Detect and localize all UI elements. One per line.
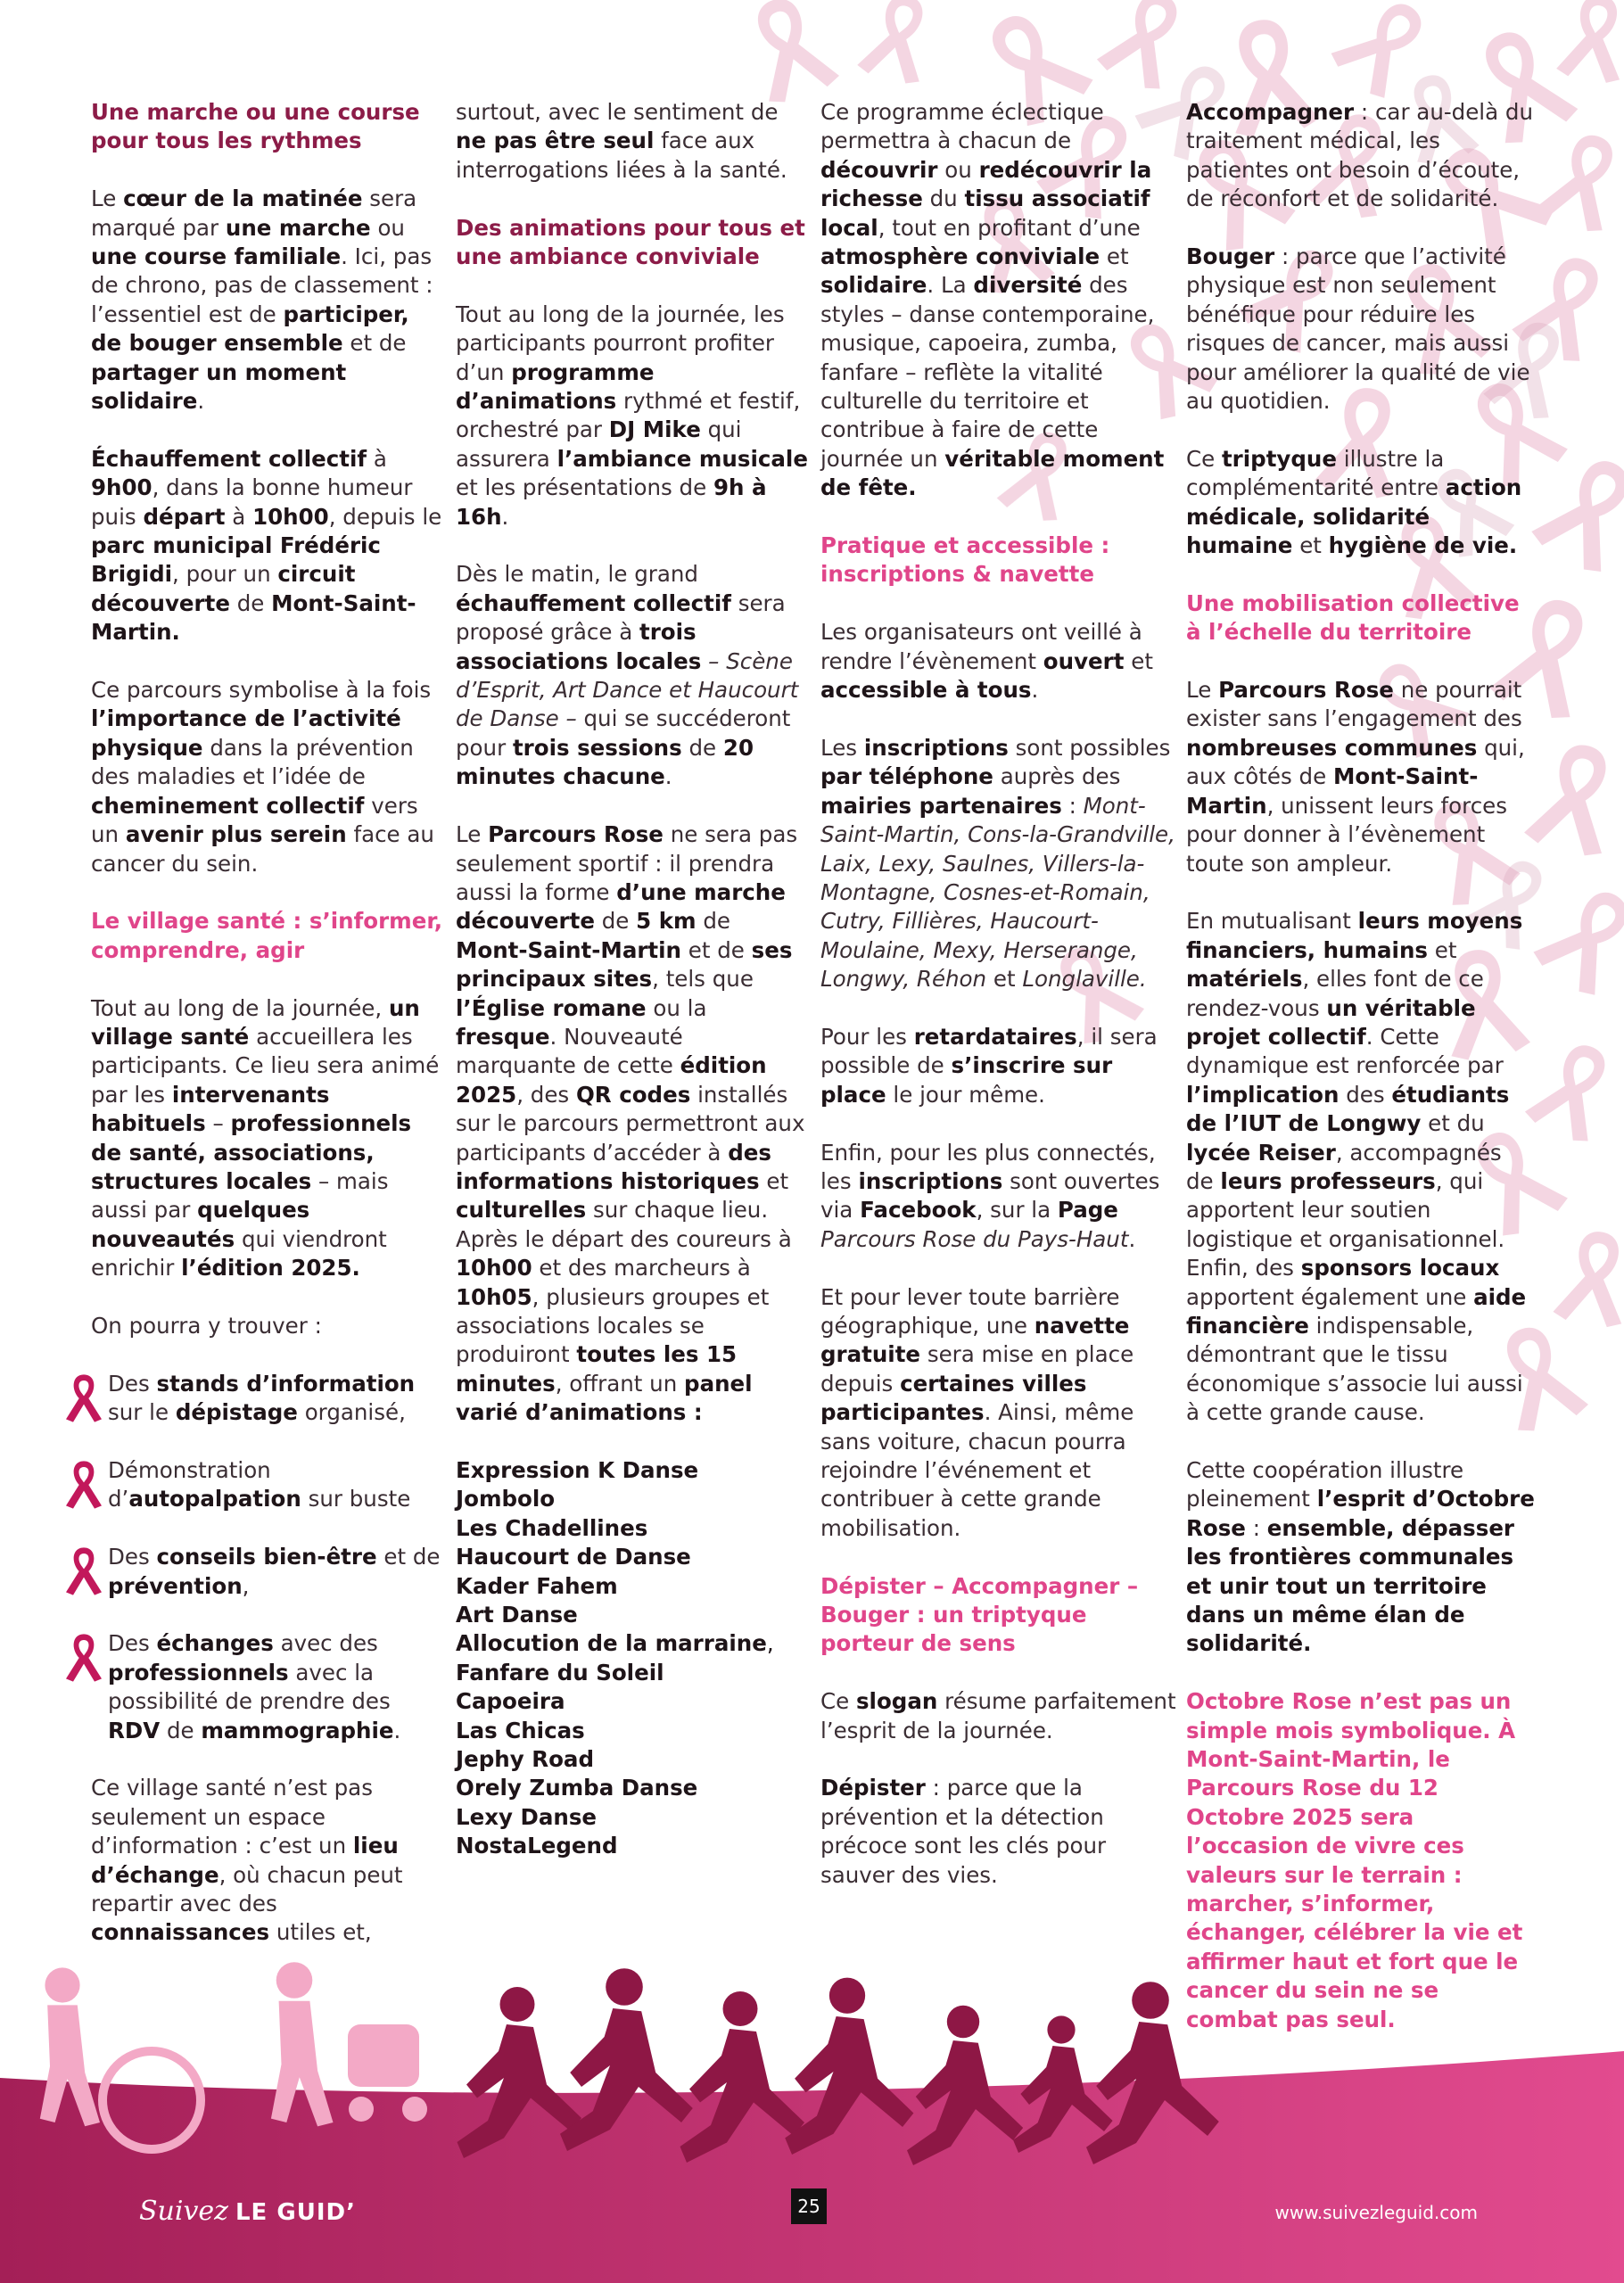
footer-brand-logo [139,2196,356,2227]
list-item: Des échanges avec des professionnels avec la possibilité de prendre des RDV de mammographie. [91,1629,443,1745]
paragraph: En mutualisant leurs moyens financiers, humains et matériels, elles font de ce rendez-vous un véritable projet collectif. Cette dynamique est renforcée par l’implication des étudiants de l’IUT de Longwy et du lycée Reiser, accompagnés de leurs professeurs, qui apportent leur soutien logistique et organisationnel. Enfin, des sponsors locaux apportent également une aide financière indispensable, démontrant que le tissu économique s’associe lui aussi à cette grande cause. [1186,908,1527,1426]
paragraph: Dès le matin, le grand échauffement collectif sera proposé grâce à trois associations locales – Scène d’Esprit, Art Dance et Haucourt de Danse – qui se succéderont pour trois sessions de 20 minutes chacune. [456,561,799,790]
list-item: Orely Zumba Danse [456,1775,698,1801]
list-item: Expression K Danse [456,1457,699,1484]
paragraph: Et pour lever toute barrière géographique, une navette gratuite sera mise en place depuis certaines villes participantes. Ainsi, même sans voiture, chacun pourra rejoindre l’événement et contribuer à cette grande mobilisation. [820,1283,1134,1541]
page-number: 25 [791,2188,827,2224]
paragraph: Dépister : parce que la prévention et la détection précoce sont les clés pour sauver des vies. [820,1775,1107,1888]
list-item: Fanfare du Soleil [456,1659,664,1685]
brand-name: LE GUID’ [235,2199,356,2226]
section-heading: Dépister – Accompagner – Bouger : un triptyque porteur de sens [820,1572,1139,1657]
paragraph: Tout au long de la journée, les participants pourront profiter d’un programme d’animations rythmé et festif, orchestré par DJ Mike qui assurera l’ambiance musicale et les présentations de 9h à 16h. [456,301,808,530]
paragraph: Cette coopération illustre pleinement l’esprit d’Octobre Rose : ensemble, dépasser les frontières communales et unir tout un territoire dans un même élan de solidarité. [1186,1457,1535,1657]
list-item: Des stands d’information sur le dépistage organisé, [91,1370,443,1428]
column-4 [1186,98,1536,2064]
list-item: Des conseils bien-être et de prévention, [91,1543,443,1601]
section-heading: Des animations pour tous et une ambiance conviviale [456,214,805,270]
footer-url: www.suivezleguid.com [1274,2202,1478,2223]
list-item: Capoeira [456,1688,565,1715]
paragraph: Le Parcours Rose ne pourrait exister sans l’engagement des nombreuses communes qui, aux côtés de Mont-Saint-Martin, unissent leurs forces pour donner à l’évènement toute son ampleur. [1186,677,1525,877]
list-item: Démonstration d’autopalpation sur buste [91,1456,443,1514]
section-heading: Une mobilisation collective à l’échelle du territoire [1186,589,1520,646]
section-heading: Une marche ou une course pour tous les rythmes [91,99,420,154]
list-item: Lexy Danse [456,1803,598,1830]
column-1 [91,98,443,1948]
list-item: Jombolo [456,1486,556,1512]
list-item: Jephy Road [456,1746,594,1773]
paragraph: Ce village santé n’est pas seulement un espace d’information : c’est un lieu d’échange, où chacun peut repartir avec des connaissances utiles et, [91,1775,403,1946]
paragraph: Bouger : parce que l’activité physique est non seulement bénéfique pour réduire les risques de cancer, mais aussi pour améliorer la qualité de vie au quotidien. [1186,243,1530,415]
list-item: Art Danse [456,1602,578,1628]
paragraph: Le Parcours Rose ne sera pas seulement sportif : il prendra aussi la forme d’une marche découverte de 5 km de Mont-Saint-Martin et de ses principaux sites, tels que l’Église romane ou la fresque. Nouveauté marquante de cette édition 2025, des QR codes installés sur le parcours permettront aux participants d’accéder à des informations historiques et culturelles sur chaque lieu. Après le départ des coureurs à 10h00 et des marcheurs à 10h05, plusieurs groupes et associations locales se produiront toutes les 15 minutes, offrant un panel varié d’animations : [456,821,805,1426]
animation-groups-list [456,1456,809,1861]
list-item: NostaLegend [456,1833,618,1859]
list-item: Las Chicas [456,1717,585,1743]
list-item: Les Chadellines [456,1514,648,1541]
column-2 [456,98,809,1861]
section-heading: Pratique et accessible : inscriptions & navette [820,532,1110,588]
paragraph: Tout au long de la journée, un village santé accueillera les participants. Ce lieu sera animé par les intervenants habituels – professionnels de santé, associations, structures locales – mais aussi par quelques nouveautés qui viendront enrichir l’édition 2025. [91,994,440,1282]
pink-ribbon-icon [64,1460,103,1510]
paragraph: Échauffement collectif à 9h00, dans la bonne humeur puis départ à 10h00, depuis le parc municipal Frédéric Brigidi, pour un circuit découverte de Mont-Saint-Martin. [91,445,442,646]
list-item: Kader Fahem [456,1572,618,1599]
paragraph: surtout, avec le sentiment de ne pas être seul face aux interrogations liées à la santé. [456,99,787,183]
section-heading: Le village santé : s’informer, comprendre, agir [91,908,443,963]
paragraph: Le cœur de la matinée sera marqué par une marche ou une course familiale. Ici, pas de chrono, pas de classement : l’essentiel est de participer, de bouger ensemble et de partager un moment solidaire. [91,185,433,415]
paragraph: On pourra y trouver : [91,1312,322,1339]
column-3 [820,98,1177,1890]
list-item: Haucourt de Danse [456,1544,691,1570]
paragraph: Accompagner : car au-delà du traitement médical, les patientes ont besoin d’écoute, de réconfort et de solidarité. [1186,99,1533,212]
paragraph: Ce programme éclectique permettra à chacun de découvrir ou redécouvrir la richesse du tissu associatif local, tout en profitant d’une atmosphère conviviale et solidaire. La diversité des styles – danse contemporaine, musique, capoeira, zumba, fanfare – reflète la vitalité culturelle du territoire et contribue à faire de cette journée un véritable moment de fête. [820,99,1165,501]
paragraph: Les inscriptions sont possibles par téléphone auprès des mairies partenaires : Mont-Saint-Martin, Cons-la-Grandville, Laix, Lexy, Saulnes, Villers-la-Montagne, Cosnes-et-Romain, Cutry, Fillières, Haucourt-Moulaine, Mexy, Herserange, Longwy, Réhon et Longlaville. [820,734,1175,993]
paragraph: Ce parcours symbolise à la fois l’importance de l’activité physique dans la prévention des maladies et l’idée de cheminement collectif vers un avenir plus serein face au cancer du sein. [91,677,434,877]
paragraph: Les organisateurs ont veillé à rendre l’évènement ouvert et accessible à tous. [820,619,1153,704]
closing-statement: Octobre Rose n’est pas un simple mois symbolique. À Mont-Saint-Martin, le Parcours Rose du 12 Octobre 2025 sera l’occasion de vivre ces valeurs sur le terrain : marcher, s’informer, échanger, célébrer la vie et affirmer haut et fort que le cancer du sein ne se combat pas seul. [1186,1688,1523,2032]
paragraph: Enfin, pour les plus connectés, les inscriptions sont ouvertes via Facebook, sur la Page Parcours Rose du Pays-Haut. [820,1139,1160,1252]
pink-ribbon-icon [64,1633,103,1683]
pink-ribbon-icon [64,1373,103,1423]
list-item: Allocution de la marraine, [456,1630,774,1657]
paragraph: Ce slogan résume parfaitement l’esprit de la journée. [820,1688,1176,1743]
paragraph: Ce triptyque illustre la complémentarité entre action médicale, solidarité humaine et hygiène de vie. [1186,445,1522,559]
brand-script: Suivez [139,2196,228,2227]
paragraph: Pour les retardataires, il sera possible de s’inscrire sur place le jour même. [820,1023,1158,1108]
pink-ribbon-icon [64,1546,103,1596]
